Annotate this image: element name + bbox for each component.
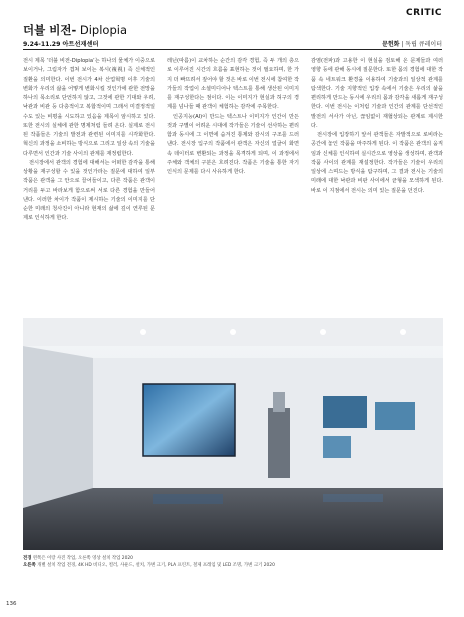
caption-label: 전경 [23, 556, 32, 561]
author-byline [382, 39, 442, 48]
author-name: 문헌화 [382, 41, 400, 48]
exhibition-photo-illustration [23, 318, 443, 550]
section-label: CRITIC [406, 8, 442, 18]
paragraph: 감염(전파)과 고용한 이 현실을 검토해 온 문제들과 여러 영향 등에 관해 동시에 질문한다. 또한 몸의 경험에 대한 작품 속 네트워크 환경을 이용하여 기술과의 일상적 관계를 탐색한다. 기술 지향적인 입장 속에서 기술은 우리의 삶을 편리하게 만드는 동시에 우리의 몸과 감각을 새롭게 재구성한다. 이번 전시는 이처럼 기술과 인간의 관계를 단선적인 발전의 서사가 아닌, 끊임없이 재협상되는 관계로 제시한다. [311, 58, 443, 129]
page-title [23, 22, 127, 38]
paragraph: 레닌(따름)이 교차하는 순간의 감각 경험, 즉 두 개의 층으로 이루어진 시간의 흐름을 표현하는 것이 필요하며, 한 가지 더 빠뜨려서 짚어야 할 것은 바로 이번 전시에 참여한 작가들의 작업이 소셜미디어나 텍스트를 통해 생산된 이미지를 재구성한다는 점이다. 이는 이미지가 현실과 허구의 경계를 넘나들 때 관객이 체험하는 감각에 주목한다. [167, 58, 299, 111]
paragraph: 인공지능(AI)이 만드는 텍스트나 이미지가 인간이 만든 것과 구별이 어려운 시대에 작가들은 기술이 선사하는 편리함과 동시에 그 이면에 숨겨진 통제와 감시의 구조를 드러낸다. 전시장 입구의 작품에서 관객은 자신의 얼굴이 화면 속 데이터로 변환되는 과정을 목격하게 되며, 이 과정에서 주체와 객체의 구분은 흐려진다. 작품은 기술을 통한 자기 인식의 문제를 다시 사유하게 한다. [167, 113, 299, 175]
caption-line-1 [23, 555, 443, 562]
author-role: | 독립 큐레이터 [399, 41, 442, 48]
title-main: 더블 비전- [23, 23, 77, 37]
photo-caption [23, 555, 443, 569]
caption-text: 왼쪽은 이랑 사진 작업, 오른쪽 영상 설치 작업 2020 [31, 556, 133, 561]
caption-label: 오른쪽 [23, 563, 36, 568]
header-divider [23, 49, 442, 50]
text-column-1 [23, 57, 155, 309]
paragraph: 전시장에서 관객의 경험에 대해서는 어떠한 감각을 통해 상황을 재구성할 수 있을 것인가라는 질문에 대하여 일부 작품은 관객을 그 안으로 끌어들이고, 다른 작품은 관객이 거리를 두고 바라보게 함으로써 서로 다른 경험을 만들어 낸다. 이러한 차이가 작품이 제시하는 기술의 이미지를 단순한 미래의 청사진이 아니라 현재의 삶에 깊이 연루된 문제로 인식하게 한다. [23, 159, 155, 222]
dates-venue: 9.24-11.29 아트선재센터 [23, 41, 99, 48]
exhibition-photo [23, 318, 443, 550]
title-sub: Diplopia [76, 23, 127, 37]
caption-line-2 [23, 562, 443, 569]
paragraph: 전시장에 입장하기 앞서 관객들은 자발적으로 로비라는 공간에 놓인 작품을 마주하게 된다. 이 작품은 관객의 움직임과 신체를 인식하여 실시간으로 영상을 생성하며, 관객과 작품 사이의 관계를 재설정한다. 작가들은 기술이 우리의 일상에 스며드는 방식을 탐구하며, 그 결과 전시는 기술의 미래에 대한 낙관과 비판 사이에서 균형을 모색하게 된다. 바로 이 지점에서 전시는 의미 있는 질문을 던진다. [311, 132, 443, 194]
text-column-2 [167, 57, 299, 309]
text-column-3 [311, 57, 443, 309]
caption-text: 개별 설치 작업 전경, 4K HD 비디오, 컬러, 사운드, 설치, 가변 크기, PLA 프린트, 철제 프레임 및 LED 조명, 가변 크기 2020 [35, 563, 275, 568]
page-number: 136 [6, 601, 17, 607]
paragraph: 전시 제목 ‘더블 비전-Diplopia’는 하나의 물체가 이중으로 보이거나, 그림자가 겹쳐 보이는 복시(複視) 즉 신체적인 질환을 의미한다. 이번 전시가 4차 산업혁명 이후 기술의 변화가 우리의 삶을 어떻게 변화시킬 것인가에 관한 전망을 하나의 목소리로 단언하지 않고, 그것에 관한 기대와 우려, 낙관과 비관 등 다층적이고 복합적이며 그래서 미결정적일 수도 있는 비평을 시도하고 있음을 제목이 암시하고 있다. 또한 전시의 실체에 관한 명제처럼 들려 온다. 실제로 전시된 작품들은 기술의 발전과 관련된 이미지를 시각화한다. 혁신의 과정을 소비하는 방식으로 그리고 일상 속의 기술을 다루면서 인간과 기술 사이의 관계를 재정립한다. [23, 58, 155, 157]
article-body [23, 57, 443, 309]
